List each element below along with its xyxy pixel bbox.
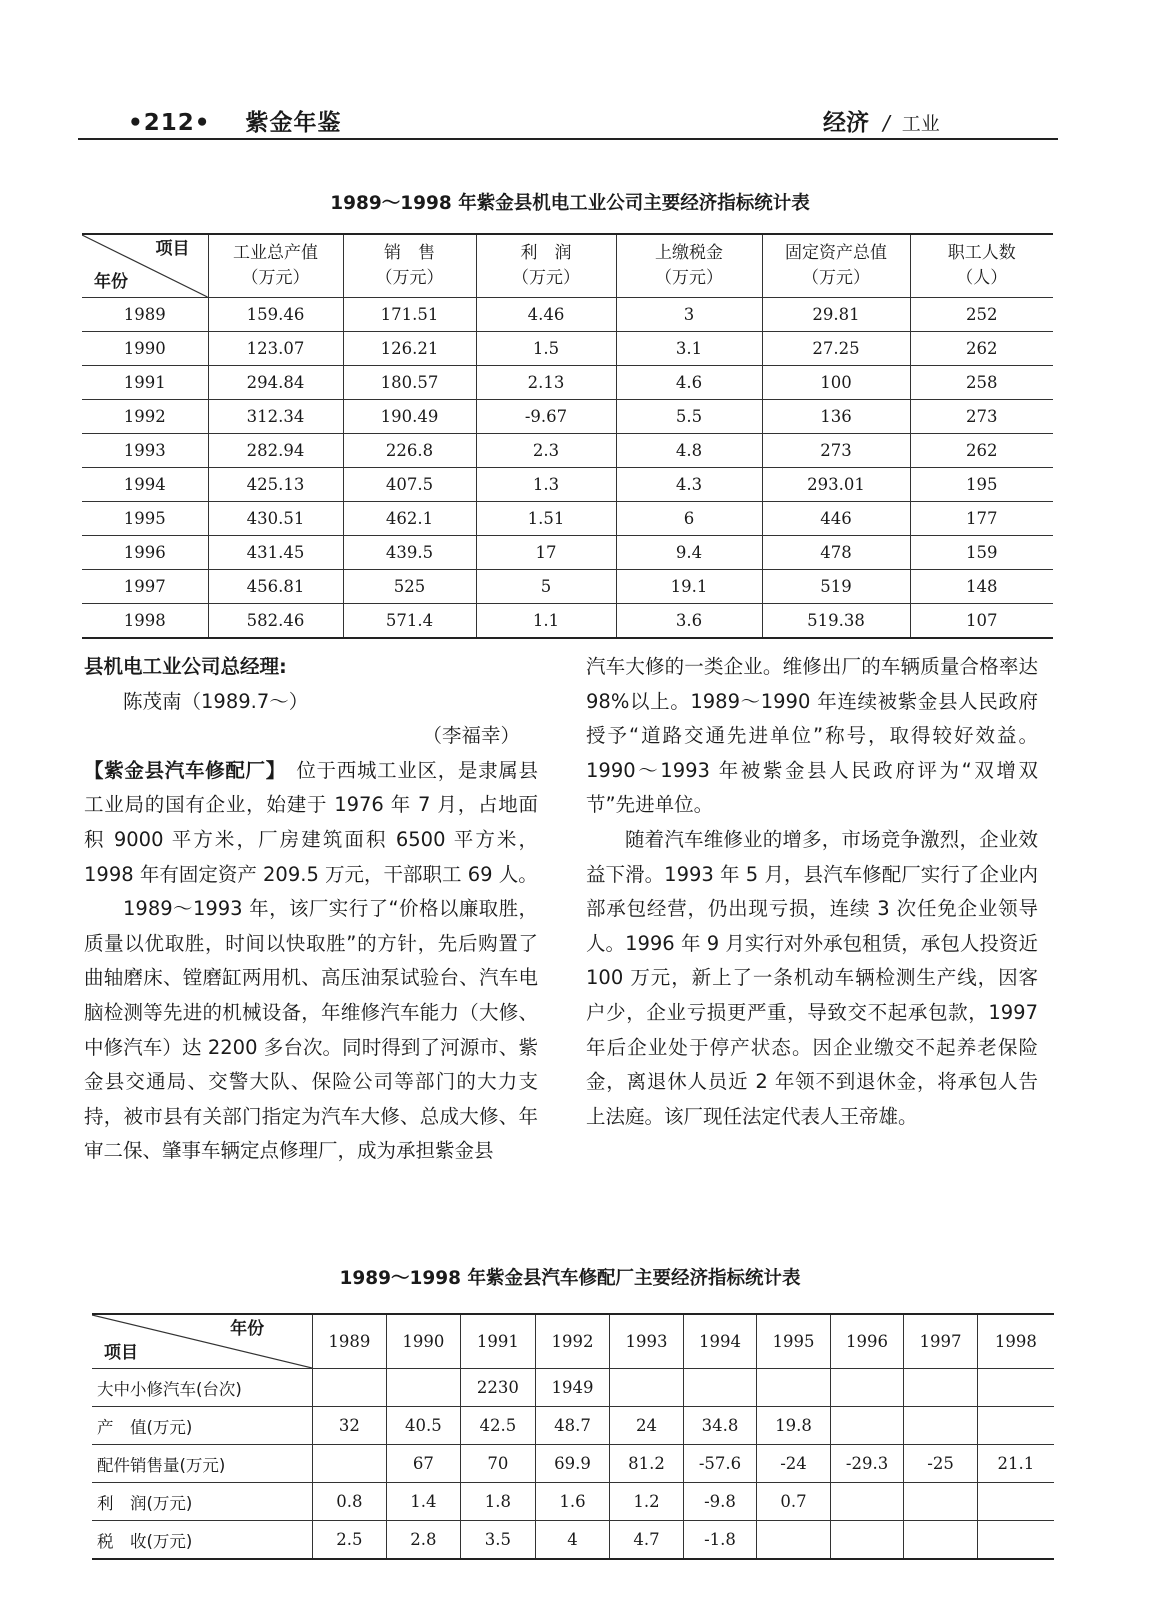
row-label-cell: 大中小修汽车(台次) [92,1369,313,1407]
table-row [82,400,1053,434]
corner-bottom-label: 项目 [104,1343,138,1363]
value-cell: 5 [476,570,616,604]
value-cell: 262 [910,332,1053,366]
value-cell: 4.46 [476,298,616,332]
manager-name: 陈茂南（1989.7～） [123,689,309,713]
value-cell: 519.38 [762,604,910,639]
value-cell: 126.21 [343,332,476,366]
header-rule [78,138,1058,140]
value-cell [977,1369,1054,1407]
year-header-cell: 1994 [683,1314,757,1369]
value-cell: 258 [910,366,1053,400]
value-cell: 226.8 [343,434,476,468]
row-label-cell: 利 润(万元) [92,1483,313,1521]
value-cell [830,1483,904,1521]
value-cell: -1.8 [683,1521,757,1560]
value-cell: 1.8 [461,1483,536,1521]
table2-title: 1989～1998 年紫金县汽车修配厂主要经济指标统计表 [339,1268,801,1289]
year-header-cell: 1991 [461,1314,536,1369]
page-number: •212• [128,110,211,136]
running-header-left [128,104,341,137]
value-cell: 4.7 [610,1521,684,1560]
value-cell: 462.1 [343,502,476,536]
manager-heading: 县机电工业公司总经理: [84,655,287,678]
table-row [82,536,1053,570]
year-header-cell: 1997 [904,1314,978,1369]
value-cell [610,1369,684,1407]
table-row [92,1369,1054,1407]
value-cell: 262 [910,434,1053,468]
value-cell: 407.5 [343,468,476,502]
year-cell: 1993 [82,434,208,468]
running-header-right [823,104,940,137]
value-cell: 312.34 [208,400,343,434]
year-cell: 1990 [82,332,208,366]
table-row [92,1483,1054,1521]
table2-corner-cell [92,1314,313,1369]
table-row [82,332,1053,366]
value-cell [904,1369,978,1407]
value-cell: 177 [910,502,1053,536]
value-cell: 0.8 [313,1483,387,1521]
col-header-profit: 利 润 （万元） [476,234,616,298]
value-cell [313,1445,387,1483]
row-label-cell: 税 收(万元) [92,1521,313,1560]
value-cell: 5.5 [616,400,762,434]
table-row [82,502,1053,536]
table-row [82,298,1053,332]
author-credit: （李福幸） [422,724,520,748]
value-cell: -24 [757,1445,831,1483]
value-cell: 478 [762,536,910,570]
value-cell: 273 [910,400,1053,434]
value-cell: 180.57 [343,366,476,400]
year-cell: 1998 [82,604,208,639]
value-cell: 3 [616,298,762,332]
value-cell: 4 [535,1521,610,1560]
value-cell: 42.5 [461,1407,536,1445]
year-cell: 1992 [82,400,208,434]
value-cell [977,1407,1054,1445]
value-cell: 519 [762,570,910,604]
value-cell: 70 [461,1445,536,1483]
value-cell: 69.9 [535,1445,610,1483]
value-cell: 171.51 [343,298,476,332]
value-cell: 582.46 [208,604,343,639]
value-cell [830,1521,904,1560]
table-row [82,366,1053,400]
value-cell: 34.8 [683,1407,757,1445]
value-cell: 136 [762,400,910,434]
corner-bottom-label: 年份 [94,272,128,292]
value-cell: -57.6 [683,1445,757,1483]
value-cell: 1.5 [476,332,616,366]
value-cell: 100 [762,366,910,400]
value-cell: 4.8 [616,434,762,468]
value-cell: 29.81 [762,298,910,332]
table1-title: 1989～1998 年紫金县机电工业公司主要经济指标统计表 [330,193,810,214]
value-cell: 195 [910,468,1053,502]
value-cell: 6 [616,502,762,536]
entry-paragraph-4: 随着汽车维修业的增多，市场竞争激烈，企业效益下滑。1993 年 5 月，县汽车修配厂实行了企业内部承包经营，仍出现亏损，连续 3 次任免企业领导人。1996 年 9 月实行对外承包租赁，承包人投资近 100 万元，新上了一条机动车辆检测生产线，因客户少，企业亏损更严重，导致交不起承包款，1997 年后企业处于停产状态。因企业缴交不起养老保险金，离退休人员近 2 年领不到退休金，将承包人告上法庭。该厂现任法定代表人王帝雄。 [586,827,1038,1128]
value-cell: 456.81 [208,570,343,604]
table-row [82,468,1053,502]
year-header-cell: 1996 [830,1314,904,1369]
entry-paragraph-1 [84,754,538,892]
value-cell: 425.13 [208,468,343,502]
value-cell: 2.3 [476,434,616,468]
section-name: 经济 [823,110,869,136]
value-cell: 9.4 [616,536,762,570]
left-text-column [84,650,538,1169]
value-cell [386,1369,461,1407]
corner-top-label: 年份 [230,1319,265,1339]
value-cell: 252 [910,298,1053,332]
value-cell: 2.5 [313,1521,387,1560]
value-cell: 17 [476,536,616,570]
year-header-cell: 1992 [535,1314,610,1369]
value-cell: 1.6 [535,1483,610,1521]
value-cell: 1.4 [386,1483,461,1521]
year-cell: 1995 [82,502,208,536]
table-row [92,1445,1054,1483]
value-cell: 2.13 [476,366,616,400]
value-cell [757,1521,831,1560]
value-cell: 48.7 [535,1407,610,1445]
value-cell [904,1407,978,1445]
table-row [92,1407,1054,1445]
value-cell: -29.3 [830,1445,904,1483]
year-header-cell: 1993 [610,1314,684,1369]
value-cell [683,1369,757,1407]
year-header-cell: 1989 [313,1314,387,1369]
value-cell [830,1369,904,1407]
table2-header-row [92,1314,1054,1369]
value-cell: 19.1 [616,570,762,604]
value-cell: 439.5 [343,536,476,570]
year-cell: 1989 [82,298,208,332]
value-cell: 1.1 [476,604,616,639]
row-label-cell: 配件销售量(万元) [92,1445,313,1483]
year-header-cell: 1995 [757,1314,831,1369]
value-cell: 273 [762,434,910,468]
value-cell: 81.2 [610,1445,684,1483]
value-cell: 123.07 [208,332,343,366]
table-row [82,570,1053,604]
value-cell: 1949 [535,1369,610,1407]
value-cell: 3.5 [461,1521,536,1560]
value-cell: 190.49 [343,400,476,434]
repair-factory-stats-table [92,1313,1054,1560]
value-cell: 159 [910,536,1053,570]
table-row [92,1521,1054,1560]
value-cell: 32 [313,1407,387,1445]
value-cell: 446 [762,502,910,536]
value-cell: 4.6 [616,366,762,400]
value-cell: 282.94 [208,434,343,468]
table-row [82,604,1053,639]
value-cell: 107 [910,604,1053,639]
header-separator: / [883,111,890,135]
value-cell: 3.1 [616,332,762,366]
value-cell: 2.8 [386,1521,461,1560]
col-header-sales: 销 售 （万元） [343,234,476,298]
value-cell: 1.2 [610,1483,684,1521]
entry-paragraph-2: 1989～1993 年，该厂实行了“价格以廉取胜，质量以优取胜，时间以快取胜”的方针，先后购置了曲轴磨床、镗磨缸两用机、高压油泵试验台、汽车电脑检测等先进的机械设备，年维修汽车能力（大修、中修汽车）达 2200 多台次。同时得到了河源市、紫金县交通局、交警大队、保险公司等部门的大力支持，被市县有关部门指定为汽车大修、总成大修、年审二保、肇事车辆定点修理厂，成为承担紫金县 [84,897,538,1163]
value-cell: 0.7 [757,1483,831,1521]
subsection-name: 工业 [901,113,940,135]
value-cell [313,1369,387,1407]
year-header-cell: 1990 [386,1314,461,1369]
year-cell: 1991 [82,366,208,400]
value-cell: -9.8 [683,1483,757,1521]
table-row [82,434,1053,468]
value-cell: 525 [343,570,476,604]
value-cell: 571.4 [343,604,476,639]
value-cell: 294.84 [208,366,343,400]
value-cell: 293.01 [762,468,910,502]
value-cell: 27.25 [762,332,910,366]
value-cell: 1.3 [476,468,616,502]
book-title: 紫金年鉴 [245,110,342,136]
value-cell: -25 [904,1445,978,1483]
value-cell [977,1483,1054,1521]
value-cell: 24 [610,1407,684,1445]
col-header-assets: 固定资产总值 （万元） [762,234,910,298]
value-cell: 2230 [461,1369,536,1407]
table1-corner-cell [82,234,208,298]
value-cell: 67 [386,1445,461,1483]
value-cell: 19.8 [757,1407,831,1445]
value-cell: 1.51 [476,502,616,536]
value-cell: 4.3 [616,468,762,502]
entry-title: 【紫金县汽车修配厂】 [84,758,277,782]
value-cell [830,1407,904,1445]
entry-paragraph-3: 汽车大修的一类企业。维修出厂的车辆质量合格率达 98%以上。1989～1990 年连续被紫金县人民政府授予“道路交通先进单位”称号，取得较好效益。1990～1993 年被紫金县人民政府评为“双增双节”先进单位。 [586,655,1038,817]
value-cell [904,1483,978,1521]
right-text-column [586,650,1038,1134]
year-cell: 1996 [82,536,208,570]
machinery-stats-table [82,233,1053,639]
year-cell: 1994 [82,468,208,502]
value-cell [757,1369,831,1407]
year-cell: 1997 [82,570,208,604]
row-label-cell: 产 值(万元) [92,1407,313,1445]
value-cell [904,1521,978,1560]
value-cell: 21.1 [977,1445,1054,1483]
value-cell: 159.46 [208,298,343,332]
corner-top-label: 项目 [155,239,190,259]
value-cell: 431.45 [208,536,343,570]
table1-header-row [82,234,1053,298]
year-header-cell: 1998 [977,1314,1054,1369]
col-header-output: 工业总产值 （万元） [208,234,343,298]
value-cell: -9.67 [476,400,616,434]
col-header-staff: 职工人数 （人） [910,234,1053,298]
entry-body: 位于西城工业区，是隶属县工业局的国有企业，始建于 1976 年 7 月，占地面积 9000 平方米，厂房建筑面积 6500 平方米，1998 年有固定资产 209.5 万元，干部职工 69 人。 [84,758,538,886]
value-cell: 3.6 [616,604,762,639]
col-header-tax: 上缴税金 （万元） [616,234,762,298]
value-cell: 148 [910,570,1053,604]
value-cell: 430.51 [208,502,343,536]
value-cell: 40.5 [386,1407,461,1445]
value-cell [977,1521,1054,1560]
